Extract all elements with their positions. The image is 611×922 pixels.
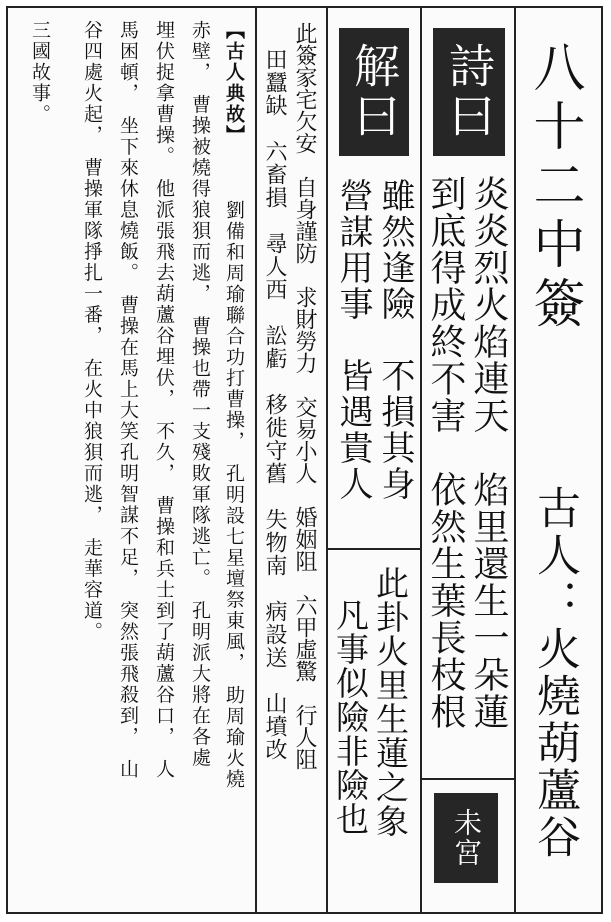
story-line-1: 劉備和周瑜聯合功打曹操， 孔明設七星壇祭東風， 助周瑜火燒	[223, 200, 245, 790]
omen-line-2: 凡事似險非險也	[331, 598, 370, 836]
poem-heading: 詩曰	[442, 42, 496, 142]
slip-title: 八十二中簽	[524, 40, 584, 335]
story-line-6: 三國故事。	[29, 20, 51, 125]
poem-line-2: 到底得成終不害 依然生葉長枝根	[425, 175, 466, 730]
explain-heading-box	[339, 28, 409, 156]
fortune-line-2: 田蠶缺 六畜損 尋人西 訟虧 移徙守舊 失物南 病設送 山墳改	[262, 48, 287, 761]
story-label: 【古人典故】	[223, 20, 245, 146]
explain-heading: 解曰	[347, 42, 401, 142]
divider-palace	[420, 778, 516, 780]
divider-omen	[326, 548, 422, 550]
story-line-2: 赤壁， 曹操被燒得狼狽而逃， 曹操也帶一支殘敗軍隊逃亡。 孔明派大將在各處	[189, 20, 211, 769]
explain-line-1: 雖然逢險 不損其身	[375, 178, 415, 502]
explain-line-2: 營謀用事 皆遇貴人	[333, 178, 373, 502]
poem-line-1: 炎炎烈火焰連天 焰里還生一朵蓮	[468, 175, 509, 730]
slip-subtitle: 古人：火燒葫蘆谷	[529, 485, 580, 861]
palace-box	[434, 793, 498, 883]
fortune-line-1: 此簽家宅欠安 自身謹防 求財勞力 交易小人 婚姻阻 六甲虛驚 行人阻	[292, 22, 317, 770]
palace-label: 未宮	[450, 808, 483, 868]
poem-heading-box	[433, 28, 505, 156]
divider-fortune	[255, 6, 257, 914]
story-line-3: 埋伏捉拿曹操。 他派張飛去葫蘆谷埋伏， 不久， 曹操和兵士到了葫蘆谷口， 人	[153, 20, 175, 780]
omen-line-1: 此卦火里生蓮之象	[371, 566, 410, 838]
story-line-4: 馬困頓， 坐下來休息燒飯。 曹操在馬上大笑孔明智謀不足， 突然張飛殺到， 山	[117, 20, 139, 780]
story-line-5: 谷四處火起， 曹操軍隊掙扎一番， 在火中狼狽而逃， 走華容道。	[81, 20, 103, 643]
divider-explain	[326, 6, 328, 914]
